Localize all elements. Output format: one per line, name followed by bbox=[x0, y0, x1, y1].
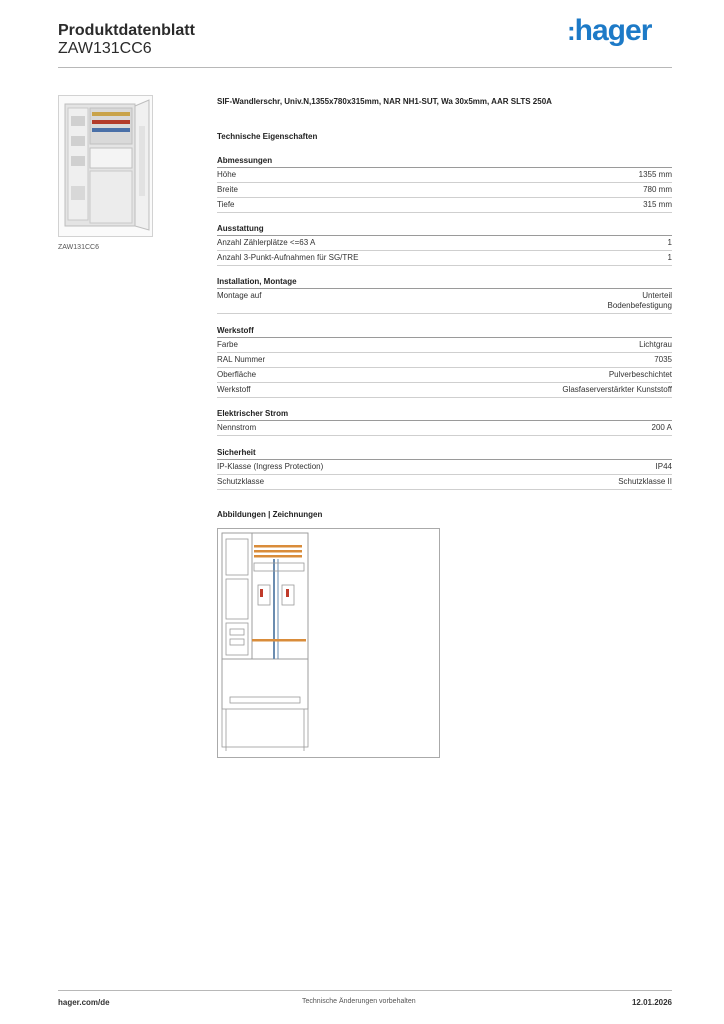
row-label: RAL Nummer bbox=[217, 355, 266, 364]
footer-website-link[interactable]: hager.com/de bbox=[58, 998, 110, 1007]
cabinet-drawing-image bbox=[218, 529, 439, 757]
section-installation bbox=[217, 277, 672, 314]
table-row bbox=[217, 460, 672, 475]
table-row bbox=[217, 368, 672, 383]
table-row bbox=[217, 475, 672, 490]
section-heading: Elektrischer Strom bbox=[217, 409, 672, 421]
table-row bbox=[217, 383, 672, 398]
footer-disclaimer: Technische Änderungen vorbehalten bbox=[302, 998, 416, 1005]
logo-text: hager bbox=[574, 14, 652, 47]
row-value-line: Bodenbefestigung bbox=[607, 301, 672, 310]
row-value-line: Unterteil bbox=[642, 291, 672, 300]
row-value: Lichtgrau bbox=[639, 340, 672, 349]
hager-logo[interactable]: :hager bbox=[567, 14, 652, 47]
row-label: Oberfläche bbox=[217, 370, 257, 379]
section-heading: Abmessungen bbox=[217, 156, 672, 168]
section-heading: Installation, Montage bbox=[217, 277, 672, 289]
table-row bbox=[217, 353, 672, 368]
section-heading: Werkstoff bbox=[217, 326, 672, 338]
footer-date: 12.01.2026 bbox=[631, 998, 672, 1007]
drawings-title: Abbildungen | Zeichnungen bbox=[217, 510, 323, 519]
table-row bbox=[217, 236, 672, 251]
row-label: Montage auf bbox=[217, 291, 262, 300]
table-row bbox=[217, 421, 672, 436]
row-label: Werkstoff bbox=[217, 385, 251, 394]
row-value: Glasfaserverstärkter Kunststoff bbox=[562, 385, 672, 394]
row-value: 7035 bbox=[654, 355, 672, 364]
row-value bbox=[608, 291, 673, 311]
section-heading: Sicherheit bbox=[217, 448, 672, 460]
table-row bbox=[217, 338, 672, 353]
row-label: Farbe bbox=[217, 340, 238, 349]
product-description: SIF-Wandlerschr, Univ.N,1355x780x315mm, NAR NH1-SUT, Wa 30x5mm, AAR SLTS 250A bbox=[217, 97, 552, 106]
row-value: 200 A bbox=[651, 423, 672, 432]
row-value: 1 bbox=[667, 253, 672, 262]
table-row bbox=[217, 251, 672, 266]
row-label: Anzahl Zählerplätze <=63 A bbox=[217, 238, 316, 247]
row-label: Breite bbox=[217, 185, 238, 194]
row-value: 780 mm bbox=[643, 185, 672, 194]
row-label: Tiefe bbox=[217, 200, 235, 209]
section-material bbox=[217, 326, 672, 398]
product-code: ZAW131CC6 bbox=[58, 40, 152, 57]
row-value: IP44 bbox=[655, 462, 672, 471]
spec-title: Technische Eigenschaften bbox=[217, 132, 318, 141]
technical-drawing bbox=[217, 528, 440, 758]
section-dimensions bbox=[217, 156, 672, 213]
product-thumbnail bbox=[58, 95, 153, 237]
row-label: Höhe bbox=[217, 170, 237, 179]
table-row bbox=[217, 198, 672, 213]
table-row bbox=[217, 289, 672, 314]
footer-divider bbox=[58, 990, 672, 991]
cabinet-photo-image bbox=[59, 96, 154, 238]
row-value: Pulverbeschichtet bbox=[608, 370, 672, 379]
document-title: Produktdatenblatt bbox=[58, 22, 195, 39]
row-label: IP-Klasse (Ingress Protection) bbox=[217, 462, 324, 471]
section-safety bbox=[217, 448, 672, 490]
row-label: Nennstrom bbox=[217, 423, 257, 432]
header-divider bbox=[58, 67, 672, 68]
row-value: 1 bbox=[667, 238, 672, 247]
thumbnail-caption: ZAW131CC6 bbox=[58, 244, 99, 251]
row-value: Schutzklasse II bbox=[618, 477, 672, 486]
table-row bbox=[217, 183, 672, 198]
row-value: 1355 mm bbox=[638, 170, 672, 179]
row-value: 315 mm bbox=[643, 200, 672, 209]
row-label: Anzahl 3-Punkt-Aufnahmen für SG/TRE bbox=[217, 253, 359, 262]
table-row bbox=[217, 168, 672, 183]
section-heading: Ausstattung bbox=[217, 224, 672, 236]
section-equipment bbox=[217, 224, 672, 266]
section-electrical bbox=[217, 409, 672, 436]
row-label: Schutzklasse bbox=[217, 477, 265, 486]
